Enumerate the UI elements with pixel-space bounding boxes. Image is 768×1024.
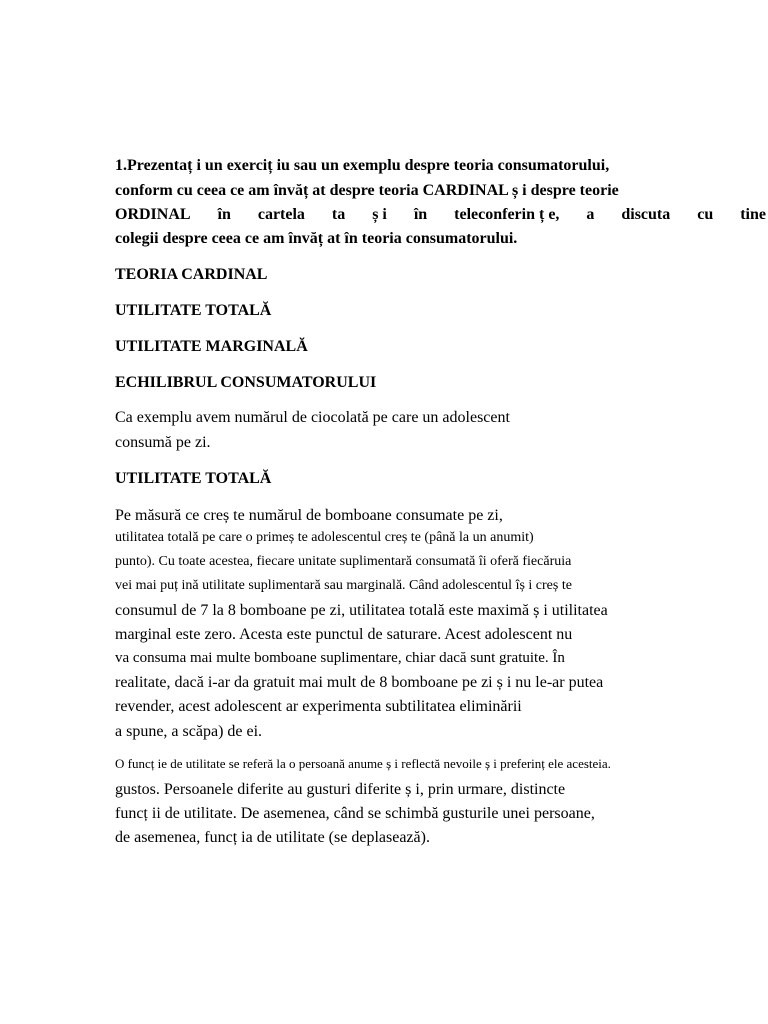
intro-line-3-word: cartela: [257, 206, 305, 223]
intro-line-3-word: ta: [331, 206, 346, 223]
body-line-10: a spune, a scăpa) de ei.: [115, 723, 263, 740]
heading-cardinal: TEORIA CARDINAL: [115, 266, 268, 283]
intro-line-3-word: tine: [740, 206, 766, 223]
example-line-2: consumă pe zi.: [115, 434, 211, 451]
intro-line-3-word: ORDINAL: [115, 206, 191, 223]
heading-total-utility-2: UTILITATE TOTALĂ: [115, 470, 272, 487]
body-line-4: vei mai puț ină utilitate suplimentară sau marginală. Când adolescentul îș i creș te: [115, 578, 572, 593]
intro-line-3-word: cu: [697, 206, 714, 223]
utility-line-1: O funcț ie de utilitate se referă la o persoană anume ș i reflectă nevoile ș i preferinț ele acesteia.: [115, 756, 611, 771]
intro-line-3-word: a: [586, 206, 595, 223]
heading-total-utility: UTILITATE TOTALĂ: [115, 302, 272, 319]
body-line-7: va consuma mai multe bomboane suplimentare, chiar dacă sunt gratuite. În: [115, 650, 565, 666]
intro-line-2: conform cu ceea ce am învăț at despre teoria CARDINAL ș i despre teorie: [115, 182, 619, 199]
utility-line-3: funcț ii de utilitate. De asemenea, când se schimbă gusturile unei persoane,: [115, 805, 595, 822]
intro-line-3-word: discuta: [621, 206, 671, 223]
utility-line-4: de asemenea, funcț ia de utilitate (se deplasează).: [115, 829, 430, 846]
intro-line-3-word: în: [217, 206, 231, 223]
intro-line-3: [115, 207, 766, 223]
utility-line-2: gustos. Persoanele diferite au gusturi diferite ș i, prin urmare, distincte: [115, 781, 566, 798]
body-line-5: consumul de 7 la 8 bomboane pe zi, utilitatea totală este maximă ș i utilitatea: [115, 602, 608, 619]
heading-equilibrium: ECHILIBRUL CONSUMATORULUI: [115, 374, 377, 391]
body-line-8: realitate, dacă i-ar da gratuit mai mult de 8 bomboane pe zi ș i nu le-ar putea: [115, 674, 604, 691]
body-line-6: marginal este zero. Acesta este punctul de saturare. Acest adolescent nu: [115, 626, 573, 643]
intro-line-3-word: teleconferin ț e,: [454, 206, 560, 223]
intro-line-3-word: ș i: [372, 206, 387, 223]
example-line-1: Ca exemplu avem numărul de ciocolată pe care un adolescent: [115, 409, 510, 426]
intro-line-3-word: în: [413, 206, 428, 223]
heading-marginal-utility: UTILITATE MARGINALĂ: [115, 338, 308, 355]
intro-line-1: 1.Prezentaț i un exerciț iu sau un exemplu despre teoria consumatorului,: [115, 157, 610, 174]
body-line-2: utilitatea totală pe care o primeș te adolescentul creș te (până la un anumit): [115, 530, 534, 545]
intro-line-4: colegii despre ceea ce am învăț at în teoria consumatorului.: [115, 230, 518, 247]
body-line-9: revender, acest adolescent ar experimenta subtilitatea eliminării: [115, 698, 522, 715]
body-line-3: punto). Cu toate acestea, fiecare unitate suplimentară consumată îi oferă fiecăruia: [115, 554, 572, 569]
body-line-1: Pe măsură ce creș te numărul de bomboane consumate pe zi,: [115, 507, 503, 524]
